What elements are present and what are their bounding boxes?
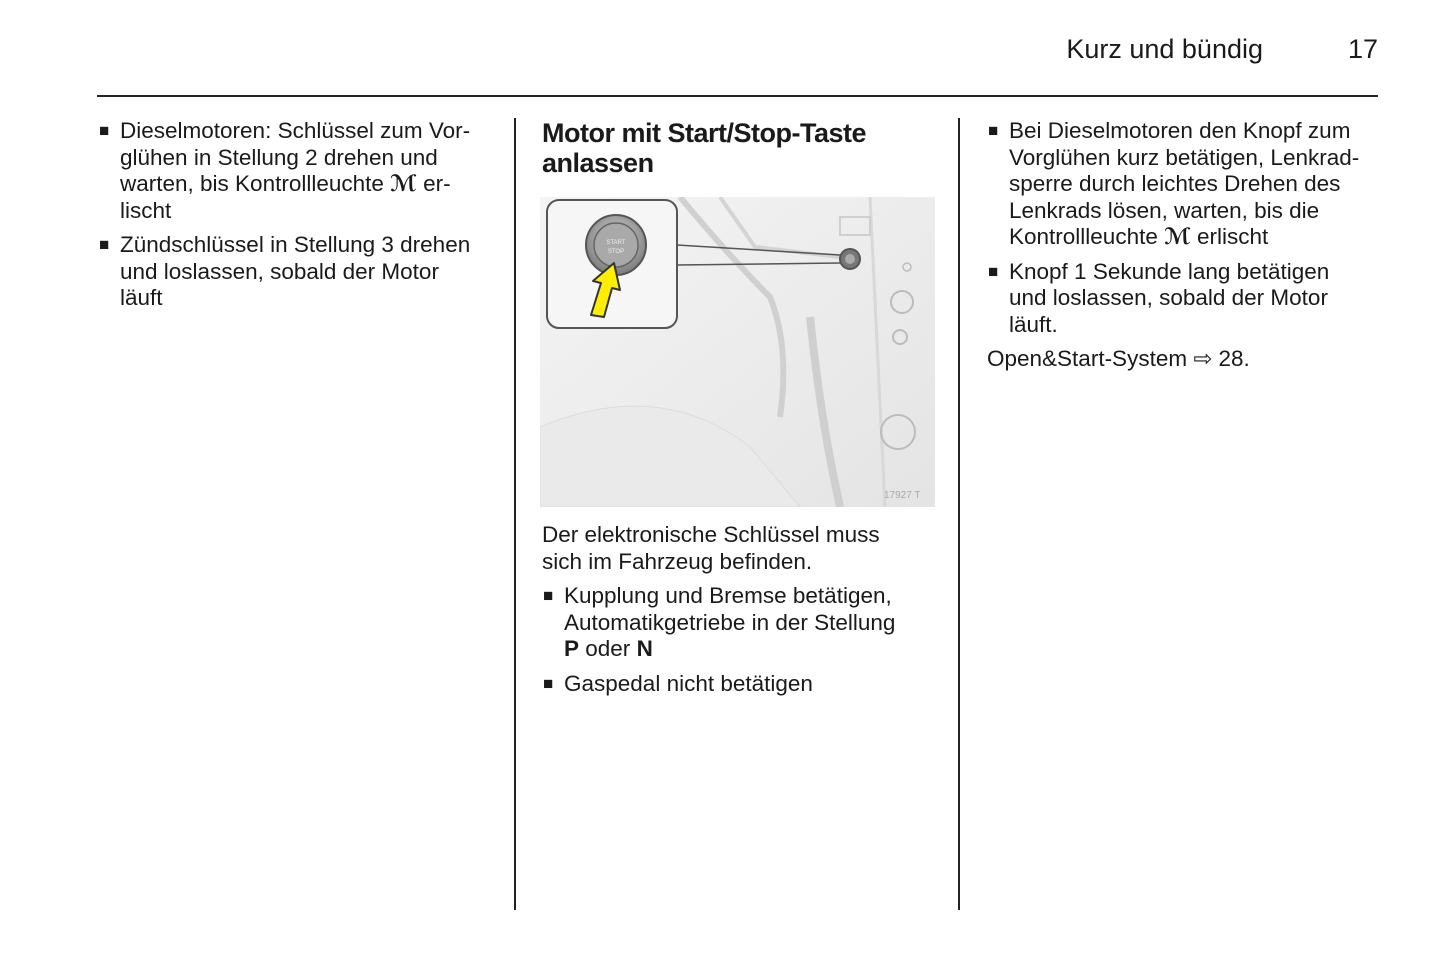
- list-item: ■ Bei Dieselmotoren den Knopf zum Vorglühen kurz betätigen, Lenkrad- sperre durch leichtes Drehen des Lenkrads lösen, warten, bis die Kontrollleuchte ℳ erlischt: [988, 118, 1360, 249]
- cross-reference[interactable]: Open&Start-System ⇨ 28.: [987, 346, 1250, 371]
- start-stop-button-illustration: [540, 197, 935, 507]
- gear-p: P: [564, 636, 580, 661]
- bullet-icon: ■: [988, 121, 999, 140]
- figure-id: 17927 T: [884, 490, 921, 501]
- column-2-body: [542, 522, 937, 705]
- glow-plug-icon: ℳ: [390, 171, 417, 196]
- column-divider-2: [958, 118, 960, 910]
- list-item: ■ Zündschlüssel in Stellung 3 drehen und loslassen, sobald der Motor läuft: [99, 232, 471, 310]
- bullet-icon: ■: [543, 586, 554, 605]
- gear-n: N: [636, 636, 653, 661]
- svg-text:START: START: [606, 240, 626, 246]
- reference-arrow-icon: ⇨: [1193, 346, 1213, 371]
- page-header-title: Kurz und bündig: [1066, 34, 1263, 64]
- section-title: Motor mit Start/Stop-Taste anlassen: [542, 118, 866, 178]
- reference-page: 28.: [1218, 346, 1250, 371]
- list-item: ■ Dieselmotoren: Schlüssel zum Vor- glühen in Stellung 2 drehen und warten, bis Kontrollleuchte ℳ er- lischt: [99, 118, 471, 223]
- bullet-icon: ■: [988, 261, 999, 281]
- svg-text:STOP: STOP: [607, 249, 625, 255]
- bullet-icon: ■: [543, 673, 554, 693]
- list-item: ■ Knopf 1 Sekunde lang betätigen und loslassen, sobald der Motor läuft.: [988, 258, 1330, 337]
- column-divider-1: [514, 118, 516, 910]
- glow-plug-icon: ℳ: [1164, 224, 1191, 249]
- bullet-icon: ■: [99, 235, 110, 254]
- column-1: [98, 118, 498, 320]
- page-number: 17: [1347, 34, 1378, 64]
- header-rule: [97, 95, 1378, 97]
- column-2: [542, 118, 937, 178]
- list-item: ■ Gaspedal nicht betätigen: [543, 670, 813, 696]
- bullet-icon: ■: [99, 121, 110, 140]
- column-3: [987, 118, 1387, 381]
- intro-paragraph: Der elektronische Schlüssel muss sich im Fahrzeug befinden.: [542, 522, 880, 574]
- list-item: ■ Kupplung und Bremse betätigen, Automatikgetriebe in der Stellung P oder N: [543, 583, 896, 661]
